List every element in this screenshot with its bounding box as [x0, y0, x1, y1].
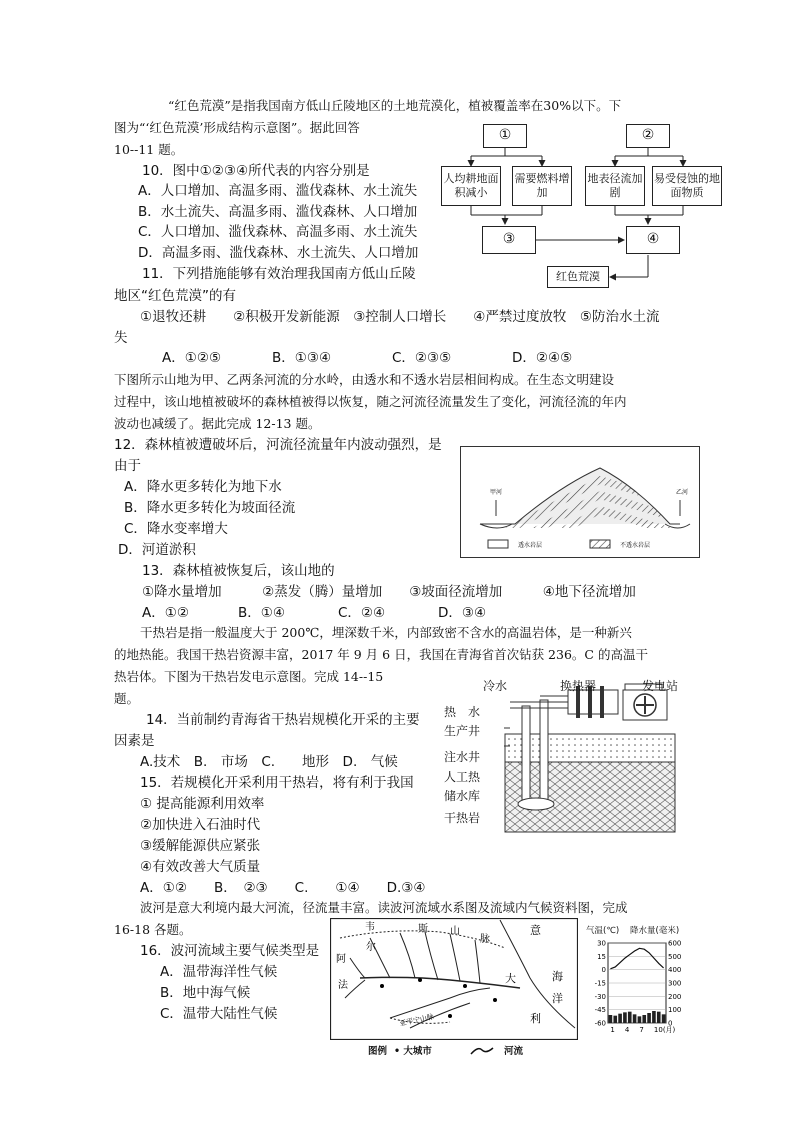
legend-permeable: 透水岩层	[518, 542, 543, 549]
temp-tick-label: -45	[594, 1006, 606, 1015]
q11-option-a: A．①②⑤	[162, 350, 222, 366]
precip-tick-label: 500	[668, 952, 682, 961]
precip-tick-label: 600	[668, 939, 682, 948]
flow-box-red-desert: 红色荒漠	[547, 266, 609, 288]
precip-bar	[657, 1012, 661, 1023]
q11-option-d: D．②④⑤	[512, 350, 573, 366]
q16-stem: 16．波河流域主要气候类型是	[140, 943, 320, 959]
q15-options: A．①② B． ②③ C. ①④ D.③④	[140, 880, 426, 896]
q13-option-d: D．③④	[438, 605, 487, 621]
q14-stem-line2: 因素是	[114, 733, 155, 749]
temp-tick-label: 30	[597, 939, 606, 948]
q16-option-c: C．温带大陆性气候	[160, 1006, 278, 1022]
temp-tick-label: 0	[601, 966, 606, 975]
flow-box-4: ④	[626, 226, 680, 254]
intro1-line2: 图为“‘红色荒漠’形成结构示意图”。据此回答	[114, 120, 360, 135]
intro4-line2: 16-18 各题。	[114, 922, 192, 937]
q15-opt-1: ① 提高能源利用效率	[140, 796, 265, 812]
flow-box-fuel: 需要燃料增加	[512, 166, 572, 206]
precip-bar	[662, 1014, 666, 1023]
q13-stem: 13．森林植被恢复后，该山地的	[142, 563, 335, 579]
q13-option-a: A．①②	[142, 605, 189, 621]
map-label-li: 利	[530, 1012, 541, 1025]
q10-option-c: C．人口增加、滥伐森林、高温多雨、水土流失	[138, 224, 418, 240]
precip-bar	[642, 1015, 646, 1023]
precip-tick-label: 300	[668, 979, 682, 988]
mountain-section-figure	[460, 446, 700, 558]
month-tick-label: 4	[624, 1026, 630, 1034]
map-label-da: 大	[505, 972, 516, 985]
q11-options-cont: 失	[114, 330, 128, 346]
precip-bar	[638, 1016, 642, 1023]
month-tick-label: 7	[639, 1026, 644, 1034]
climate-figure	[588, 938, 688, 1040]
q12-option-d: D．河道淤积	[118, 542, 196, 558]
map-label-apennines: 亚平宁山脉	[398, 1012, 435, 1028]
climate-temp-label: 气温(℃)	[586, 926, 620, 936]
q13-options: ①降水量增加 ②蒸发（腾）量增加 ③坡面径流增加 ④地下径流增加	[142, 584, 636, 600]
q10-option-d: D．高温多雨、滥伐森林、水土流失、人口增加	[138, 245, 419, 261]
map-label-shan: 山	[450, 926, 460, 937]
river-symbol	[470, 1046, 494, 1056]
intro3-line3: 热岩体。下图为干热岩发电示意图。完成 14--15	[114, 669, 384, 684]
map-label-wei: 韦	[365, 922, 375, 933]
flow-box-1: ①	[483, 124, 527, 148]
q10-stem: 10．图中①②③④所代表的内容分别是	[142, 163, 370, 179]
precip-bar	[633, 1014, 637, 1023]
label-power-station: 发电站	[642, 679, 679, 693]
temp-tick-label: 15	[597, 952, 606, 961]
river-jia-label: 甲河	[490, 489, 503, 496]
flow-box-runoff: 地表径流加剧	[585, 166, 645, 206]
intro2-line3: 波动也减缓了。据此完成 12-13 题。	[114, 416, 321, 431]
q13-option-c: C．②④	[338, 605, 386, 621]
flow-box-2: ②	[626, 124, 670, 148]
po-map-figure	[330, 918, 578, 1040]
temp-tick-label: -60	[594, 1019, 606, 1028]
map-label-yi: 意	[530, 924, 541, 937]
map-legend-title: 图例	[368, 1046, 388, 1057]
q11-option-b: B．①③④	[272, 350, 332, 366]
flow-box-3: ③	[482, 226, 536, 254]
map-label-a: 阿	[336, 954, 346, 965]
map-label-hai: 海	[552, 970, 563, 983]
q12-stem-line1: 12．森林植被遭破坏后，河流径流量年内波动强烈，是	[114, 437, 442, 453]
q11-option-c: C．②③⑤	[392, 350, 452, 366]
map-legend-city-label: 大城市	[403, 1046, 432, 1057]
precip-tick-label: 100	[668, 1006, 682, 1015]
precip-bar	[618, 1014, 622, 1023]
label-reservoir-1: 人工热	[444, 770, 481, 784]
label-injection-well: 注水井	[444, 750, 481, 764]
label-cold-water: 冷水	[483, 679, 508, 693]
q10-option-b: B．水土流失、高温多雨、滥伐森林、人口增加	[138, 204, 418, 220]
temperature-line	[610, 948, 663, 968]
flow-box-erodible: 易受侵蚀的地面物质	[652, 166, 722, 206]
temp-tick-label: -15	[594, 979, 606, 988]
intro4-line1: 波河是意大利境内最大河流，径流量丰富。读波河流域水系图及流域内气候资料图，完成	[140, 900, 628, 915]
map-legend-city: • 大城市	[394, 1046, 432, 1057]
map-label-si: 斯	[418, 924, 428, 935]
q12-option-a: A．降水更多转化为地下水	[124, 479, 282, 495]
q11-options: ①退牧还耕 ②积极开发新能源 ③控制人口增长 ④严禁过度放牧 ⑤防治水土流	[140, 309, 660, 325]
q16-option-b: B．地中海气候	[160, 985, 251, 1001]
climate-precip-label: 降水量(毫米)	[630, 926, 680, 936]
precip-bar	[652, 1011, 656, 1023]
river-yi-label: 乙河	[676, 489, 689, 496]
q14-stem-line1: 14．当前制约青海省干热岩规模化开采的主要	[146, 712, 420, 728]
q11-stem-line2: 地区“红色荒漠”的有	[114, 288, 236, 304]
q15-opt-3: ③缓解能源供应紧张	[140, 838, 261, 854]
month-tick-label: 1	[610, 1026, 615, 1034]
q12-stem-line2: 由于	[114, 458, 141, 474]
legend-impermeable: 不透水岩层	[620, 542, 651, 549]
intro1-line3: 10--11 题。	[114, 142, 184, 157]
precip-bar	[609, 1015, 613, 1023]
intro2-line1: 下图所示山地为甲、乙两条河流的分水岭，由透水和不透水岩层相间构成。在生态文明建设	[114, 372, 615, 387]
q12-option-b: B．降水更多转化为坡面径流	[124, 500, 296, 516]
flow-box-farmland: 人均耕地面积减小	[441, 166, 501, 206]
q15-opt-4: ④有效改善大气质量	[140, 859, 261, 875]
precip-bar	[623, 1012, 627, 1023]
q13-option-b: B．①④	[238, 605, 285, 621]
precip-bar	[628, 1012, 632, 1023]
q15-stem: 15．若规模化开采利用干热岩，将有利于我国	[140, 775, 414, 791]
map-label-er: 尔	[366, 942, 376, 953]
precip-tick-label: 0	[668, 1019, 673, 1028]
q10-option-a: A．人口增加、高温多雨、滥伐森林、水土流失	[138, 183, 418, 199]
label-hot-dry-rock: 干热岩	[444, 811, 481, 825]
temp-tick-label: -30	[594, 992, 606, 1001]
intro3-line4: 题。	[114, 691, 140, 706]
precip-bar	[647, 1013, 651, 1023]
q14-options: A.技术 B. 市场 C. 地形 D. 气候	[140, 754, 398, 770]
map-legend-river: 河流	[504, 1046, 524, 1057]
precip-tick-label: 400	[668, 966, 682, 975]
q11-stem-line1: 11．下列措施能够有效治理我国南方低山丘陵	[142, 266, 416, 282]
map-label-fa: 法	[338, 980, 348, 991]
intro2-line2: 过程中，该山地植被破坏的森林植被得以恢复，随之河流径流量发生了变化，河流径流的年内	[114, 394, 627, 409]
map-label-yang: 洋	[552, 992, 563, 1005]
month-tick-label: 10(月)	[653, 1026, 676, 1034]
intro3-line1: 干热岩是指一般温度大于 200℃，埋深数千米，内部致密不含水的高温岩体，是一种新兴	[140, 625, 632, 640]
map-label-mai: 脉	[480, 934, 490, 945]
label-reservoir-2: 储水库	[444, 789, 481, 803]
precip-tick-label: 200	[668, 992, 682, 1001]
label-hot-water: 热 水	[444, 705, 481, 719]
label-heat-exchanger: 换热器	[560, 679, 597, 693]
q12-option-c: C．降水变率增大	[124, 521, 228, 537]
intro3-line2: 的地热能。我国干热岩资源丰富，2017 年 9 月 6 日，我国在青海省首次钻获 236。C 的高温干	[114, 647, 648, 662]
precip-bar	[613, 1016, 617, 1023]
q15-opt-2: ②加快进入石油时代	[140, 817, 261, 833]
intro1-line1: “红色荒漠”是指我国南方低山丘陵地区的土地荒漠化，植被覆盖率在30%以下。下	[168, 98, 622, 113]
q16-option-a: A．温带海洋性气候	[160, 964, 278, 980]
label-production-well: 生产井	[444, 724, 481, 738]
